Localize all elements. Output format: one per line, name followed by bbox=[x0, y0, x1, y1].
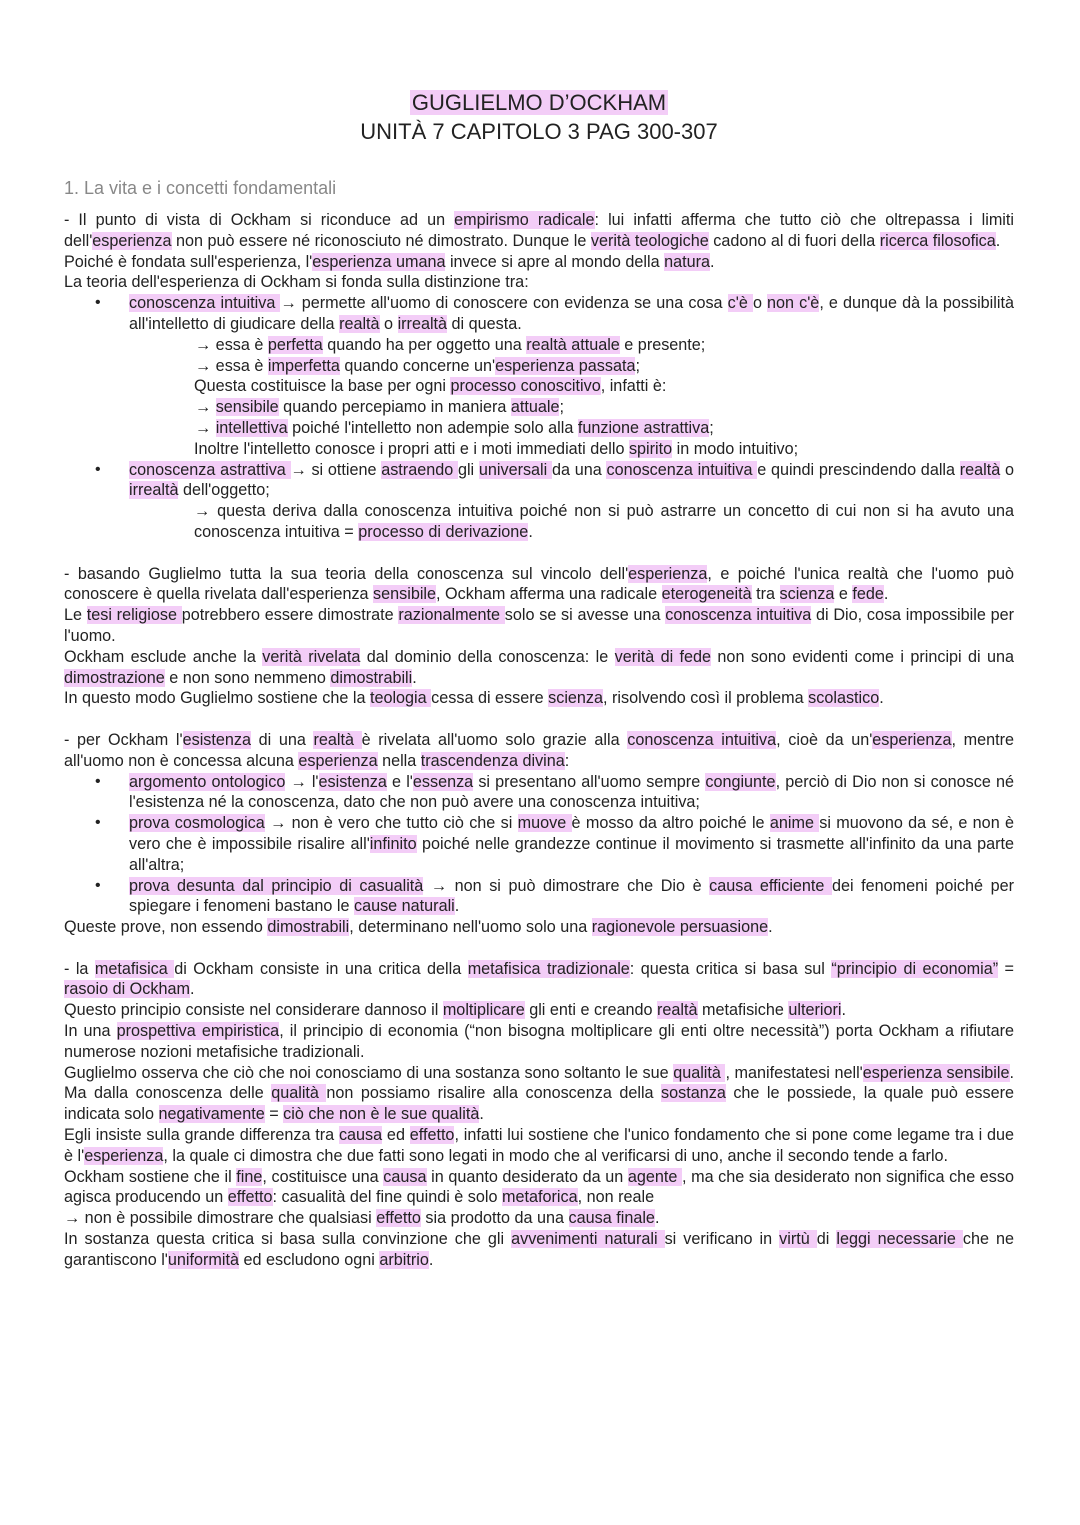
highlighted-term: dimostrazione bbox=[64, 668, 165, 687]
highlighted-term: verità teologiche bbox=[590, 231, 709, 250]
highlighted-term: verità di fede bbox=[614, 647, 712, 666]
highlighted-term: spirito bbox=[628, 439, 673, 458]
highlighted-term: astraendo bbox=[381, 460, 458, 479]
paragraph: Poiché è fondata sull'esperienza, l'esperienza umana invece si apre al mondo della natura. bbox=[64, 252, 715, 271]
title-line-2: UNITÀ 7 CAPITOLO 3 PAG 300-307 bbox=[360, 119, 718, 144]
highlighted-term: realtà bbox=[657, 1001, 698, 1020]
highlighted-term: imperfetta bbox=[267, 356, 340, 375]
highlighted-term: essenza bbox=[412, 772, 474, 791]
highlighted-term: conoscenza astrattiva bbox=[129, 460, 291, 479]
highlighted-term: uniformità bbox=[167, 1250, 239, 1269]
highlighted-term: natura bbox=[664, 252, 711, 271]
bullet-item: • prova desunta dal principio di casualità → non si può dimostrare che Dio è causa efficiente dei fenomeni poiché per spiegare i fenomeni bastano le cause naturali. bbox=[129, 876, 1014, 918]
highlighted-term: dimostrabili bbox=[330, 668, 413, 687]
highlighted-term: non c'è bbox=[767, 294, 820, 313]
highlighted-term: esperienza bbox=[872, 730, 952, 749]
highlighted-term: prova desunta dal principio di casualità bbox=[129, 876, 424, 895]
highlighted-term: congiunte bbox=[705, 772, 776, 791]
highlighted-term: teologia bbox=[369, 689, 432, 708]
highlighted-term: realtà bbox=[339, 314, 380, 333]
highlighted-term: cause naturali bbox=[353, 897, 455, 916]
bullet-item: • prova cosmologica → non è vero che tutto ciò che si muove è mosso da altro poiché le anime si muovono da sé, e non è vero che è impossibile risalire all'infinito poiché nelle grandezze continue il movimento si trasmette all'infinito da una parte all'altra; bbox=[129, 813, 1014, 875]
highlighted-term: qualità bbox=[673, 1063, 726, 1082]
highlighted-term: scienza bbox=[548, 689, 604, 708]
highlighted-term: muove bbox=[517, 814, 572, 833]
highlighted-term: conoscenza intuitiva bbox=[606, 460, 758, 479]
highlighted-term: realtà bbox=[959, 460, 1001, 479]
highlighted-term: anime bbox=[769, 814, 820, 833]
highlighted-term: esperienza umana bbox=[312, 252, 446, 271]
highlighted-term: empirismo radicale bbox=[454, 211, 595, 229]
paragraph: Le tesi religiose potrebbero essere dimostrate razionalmente solo se si avesse una conoscenza intuitiva di Dio, cosa impossibile per l'uomo. bbox=[64, 606, 1014, 645]
bullet-item: • conoscenza intuitiva → permette all'uomo di conoscere con evidenza se una cosa c'è o non c'è, e dunque dà la possibilità all'intelletto di giudicare della realtà o irrealtà di questa. → essa è perfetta quando ha per oggetto una realtà attuale e presente; → essa è imperfetta quando concerne un'esperienza passata; Questa costituisce la base per ogni processo conoscitivo, infatti è: → sensibile quando percepiamo in maniera attuale; → intellettiva poiché l'intelletto non adempie solo alla funzione astrattiva; Inoltre l'intelletto conosce i propri atti e i moti immediati dello spirito in modo intuitivo; bbox=[129, 293, 1014, 459]
paragraph-gap bbox=[64, 709, 1014, 730]
highlighted-term: effetto bbox=[227, 1188, 273, 1207]
highlighted-term: effetto bbox=[376, 1209, 421, 1228]
paragraph: - basando Guglielmo tutta la sua teoria della conoscenza sul vincolo dell'esperienza, e poiché l'unica realtà che l'uomo può conoscere è quella rivelata dall'esperienza sensibile, Ockham afferma una radicale eterogeneità tra scienza e fede. bbox=[64, 564, 1014, 604]
paragraph-gap bbox=[64, 543, 1014, 564]
list-continuation: → questa deriva dalla conoscenza intuitiva poiché non si può astrarre un concetto di cui non si ha avuto una conoscenza intuitiva = processo di derivazione. bbox=[194, 502, 1014, 541]
highlighted-term: moltiplicare bbox=[442, 1001, 525, 1020]
highlighted-term: negativamente bbox=[158, 1105, 265, 1124]
arrow-subline: → essa è perfetta quando ha per oggetto una realtà attuale e presente; bbox=[195, 335, 706, 354]
highlighted-term: arbitrio bbox=[379, 1250, 429, 1269]
highlighted-term: funzione astrattiva bbox=[577, 418, 710, 437]
list-continuation: Questa costituisce la base per ogni processo conoscitivo, infatti è: bbox=[194, 377, 667, 396]
highlighted-term: perfetta bbox=[267, 335, 323, 354]
paragraph: In sostanza questa critica si basa sulla convinzione che gli avvenimenti naturali si verificano in virtù di leggi necessarie che ne garantiscono l'uniformità ed escludono ogni arbitrio. bbox=[64, 1230, 1014, 1269]
highlighted-term: irrealtà bbox=[129, 481, 179, 500]
highlighted-term: sensibile bbox=[215, 398, 279, 417]
highlighted-term: prospettiva empiristica bbox=[116, 1022, 280, 1041]
highlighted-term: fine bbox=[236, 1167, 263, 1186]
paragraph: Ockham esclude anche la verità rivelata dal dominio della conoscenza: le verità di fede non sono evidenti come i principi di una dimostrazione e non sono nemmeno dimostrabili. bbox=[64, 647, 1015, 687]
paragraph: In questo modo Guglielmo sostiene che la teologia cessa di essere scienza, risolvendo così il problema scolastico. bbox=[64, 689, 884, 708]
highlighted-term: “principio di economia” bbox=[831, 959, 999, 978]
paragraph: Egli insiste sulla grande differenza tra causa ed effetto, infatti lui sostiene che l'unico fondamento che si pone come legame tra i due è l'esperienza, la quale ci dimostra che due fatti sono legati in modo che al verificarsi di uno, anche il secondo tende a farlo. bbox=[64, 1126, 1015, 1165]
arrow-subline: → sensibile quando percepiamo in maniera attuale; bbox=[195, 398, 564, 417]
highlighted-term: avvenimenti naturali bbox=[511, 1230, 665, 1249]
highlighted-term: conoscenza intuitiva bbox=[627, 730, 777, 749]
highlighted-term: sensibile bbox=[373, 585, 437, 604]
highlighted-term: razionalmente bbox=[398, 606, 505, 625]
highlighted-term: esistenza bbox=[182, 730, 251, 749]
highlighted-term: realtà attuale bbox=[526, 335, 620, 354]
highlighted-term: causa bbox=[383, 1167, 427, 1186]
paragraph: Queste prove, non essendo dimostrabili, determinano nell'uomo solo una ragionevole persuasione. bbox=[64, 918, 773, 937]
highlighted-term: leggi necessarie bbox=[836, 1230, 963, 1249]
highlighted-term: dimostrabili bbox=[267, 918, 350, 937]
paragraph: Ockham sostiene che il fine, costituisce una causa in quanto desiderato da un agente , ma che sia desiderato non significa che esso agisca producendo un effetto: casualità del fine quindi è solo metaforica, non reale bbox=[64, 1167, 1014, 1207]
arrow-subline: → essa è imperfetta quando concerne un'esperienza passata; bbox=[195, 356, 640, 375]
paragraph: Guglielmo osserva che ciò che noi conosciamo di una sostanza sono soltanto le sue qualità , manifestatesi nell'esperienza sensibile. Ma dalla conoscenza delle qualità non possiamo risalire alla conoscenza della sostanza che le possiede, la quale può essere indicata solo negativamente = ciò che non è le sue qualità. bbox=[64, 1063, 1015, 1124]
highlighted-term: prova cosmologica bbox=[129, 814, 265, 833]
highlighted-term: conoscenza intuitiva bbox=[129, 294, 281, 313]
highlighted-term: esperienza sensibile bbox=[862, 1063, 1010, 1082]
paragraph-gap bbox=[64, 938, 1014, 959]
highlighted-term: verità rivelata bbox=[262, 647, 361, 666]
paragraph: - Il punto di vista di Ockham si riconduce ad un empirismo radicale: lui infatti afferma che tutto ciò che oltrepassa i limiti dell'esperienza non può essere né riconosciuto né dimostrato. Dunque le verità teologiche cadono al di fuori della ricerca filosofica. bbox=[64, 211, 1014, 250]
highlighted-term: conoscenza intuitiva bbox=[665, 606, 812, 625]
highlighted-term: effetto bbox=[409, 1126, 455, 1145]
highlighted-term: realtà bbox=[313, 730, 362, 749]
document-title bbox=[64, 88, 1014, 146]
highlighted-term: esperienza bbox=[84, 1146, 164, 1165]
bullet-list bbox=[64, 772, 1014, 918]
highlighted-term: sostanza bbox=[661, 1084, 726, 1103]
highlighted-term: infinito bbox=[369, 834, 417, 853]
paragraph: In una prospettiva empiristica, il principio di economia (“non bisogna moltiplicare gli enti oltre necessità”) porta Ockham a rifiutare numerose nozioni metafisiche tradizionali. bbox=[64, 1022, 1014, 1061]
highlighted-term: fede bbox=[852, 585, 884, 604]
highlighted-term: virtù bbox=[779, 1230, 817, 1249]
list-continuation: Inoltre l'intelletto conosce i propri atti e i moti immediati dello spirito in modo intuitivo; bbox=[194, 439, 799, 458]
highlighted-term: ulteriori bbox=[788, 1001, 842, 1020]
highlighted-term: trascendenza divina bbox=[420, 751, 565, 770]
highlighted-term: esperienza bbox=[298, 751, 378, 770]
highlighted-term: causa finale bbox=[568, 1209, 655, 1228]
highlighted-term: rasoio di Ockham bbox=[64, 980, 190, 999]
highlighted-term: causa bbox=[338, 1126, 383, 1145]
bullet-item: • argomento ontologico → l'esistenza e l'essenza si presentano all'uomo sempre congiunte, perciò di Dio non si conosce né l'esistenza né la conoscenza, dato che non può avere una conoscenza intuitiva; bbox=[129, 772, 1014, 814]
document-body bbox=[64, 210, 1014, 1271]
paragraph: - per Ockham l'esistenza di una realtà è rivelata all'uomo solo grazie alla conoscenza intuitiva, cioè da un'esperienza, mentre all'uomo non è concessa alcuna esperienza nella trascendenza divina: bbox=[64, 730, 1014, 770]
title-line-1: GUGLIELMO D’OCKHAM bbox=[411, 90, 667, 115]
highlighted-term: metafisica bbox=[94, 959, 175, 978]
highlighted-term: irrealtà bbox=[397, 314, 448, 333]
highlighted-term: eterogeneità bbox=[661, 585, 752, 604]
highlighted-term: c'è bbox=[727, 294, 753, 313]
highlighted-term: ricerca filosofica bbox=[879, 231, 996, 250]
highlighted-term: processo conoscitivo bbox=[450, 377, 601, 396]
highlighted-term: universali bbox=[478, 460, 552, 479]
highlighted-term: scienza bbox=[779, 585, 835, 604]
bullet-item: • conoscenza astrattiva → si ottiene astraendo gli universali da una conoscenza intuitiva e quindi prescindendo dalla realtà o irrealtà dell'oggetto; → questa deriva dalla conoscenza intuitiva poiché non si può astrarre un concetto di cui non si ha avuto una conoscenza intuitiva = processo di derivazione. bbox=[129, 460, 1014, 543]
highlighted-term: esistenza bbox=[318, 772, 387, 791]
highlighted-term: esperienza bbox=[92, 231, 172, 250]
highlighted-term: ragionevole persuasione bbox=[591, 918, 769, 937]
bullet-list bbox=[64, 293, 1014, 543]
arrow-subline: → intellettiva poiché l'intelletto non adempie solo alla funzione astrattiva; bbox=[195, 418, 714, 437]
paragraph: La teoria dell'esperienza di Ockham si fonda sulla distinzione tra: bbox=[64, 273, 529, 292]
section-heading: 1. La vita e i concetti fondamentali bbox=[64, 178, 337, 198]
highlighted-term: metaforica bbox=[502, 1188, 578, 1207]
highlighted-term: ciò che non è le sue qualità bbox=[283, 1105, 480, 1124]
highlighted-term: scolastico bbox=[808, 689, 880, 708]
highlighted-term: qualità bbox=[271, 1084, 327, 1103]
highlighted-term: metafisica tradizionale bbox=[467, 959, 630, 978]
highlighted-term: intellettiva bbox=[215, 418, 288, 437]
highlighted-term: attuale bbox=[510, 398, 560, 417]
highlighted-term: agente bbox=[627, 1167, 682, 1186]
highlighted-term: esperienza bbox=[628, 564, 708, 583]
paragraph: - la metafisica di Ockham consiste in una critica della metafisica tradizionale: questa critica si basa sul “principio di economia” = rasoio di Ockham. bbox=[64, 959, 1014, 999]
highlighted-term: causa efficiente bbox=[709, 876, 832, 895]
highlighted-term: processo di derivazione bbox=[358, 522, 529, 541]
paragraph: → non è possibile dimostrare che qualsiasi effetto sia prodotto da una causa finale. bbox=[64, 1209, 660, 1228]
highlighted-term: esperienza passata bbox=[495, 356, 636, 375]
paragraph: Questo principio consiste nel considerare dannoso il moltiplicare gli enti e creando realtà metafisiche ulteriori. bbox=[64, 1001, 846, 1020]
highlighted-term: argomento ontologico bbox=[129, 772, 286, 791]
highlighted-term: tesi religiose bbox=[86, 606, 182, 625]
document-page bbox=[64, 88, 1014, 1271]
